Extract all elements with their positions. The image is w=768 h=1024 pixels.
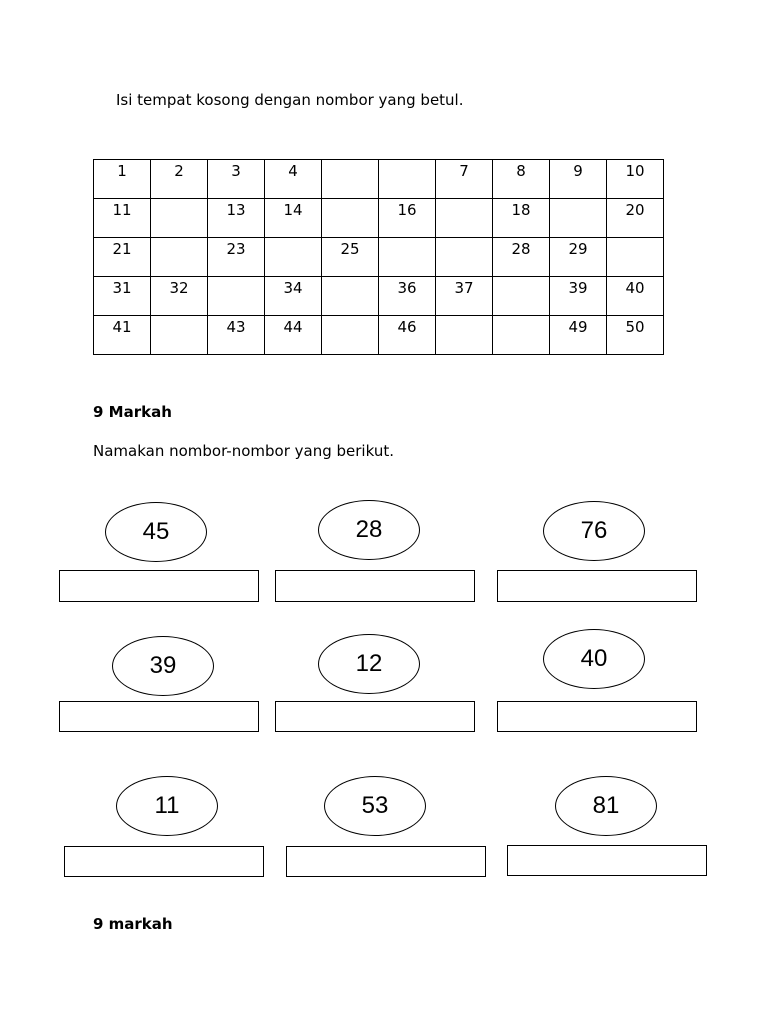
- grid-cell: 20: [607, 199, 664, 238]
- grid-cell: 2: [151, 160, 208, 199]
- marks-label-2: 9 markah: [93, 915, 173, 933]
- answer-box-4[interactable]: [59, 701, 259, 732]
- grid-cell: 10: [607, 160, 664, 199]
- grid-cell: 13: [208, 199, 265, 238]
- grid-cell-blank[interactable]: [379, 160, 436, 199]
- grid-row: [94, 238, 664, 277]
- grid-cell: 25: [322, 238, 379, 277]
- grid-cell: 32: [151, 277, 208, 316]
- grid-cell: 50: [607, 316, 664, 355]
- grid-row: [94, 316, 664, 355]
- marks-label-1: 9 Markah: [93, 403, 172, 421]
- number-oval-7: 11: [116, 776, 218, 836]
- answer-box-7[interactable]: [64, 846, 264, 877]
- instruction-name-numbers: Namakan nombor-nombor yang berikut.: [93, 442, 394, 460]
- number-oval-6: 40: [543, 629, 645, 689]
- grid-cell: 29: [550, 238, 607, 277]
- answer-box-1[interactable]: [59, 570, 259, 602]
- answer-box-5[interactable]: [275, 701, 475, 732]
- grid-row: [94, 160, 664, 199]
- grid-cell: 1: [94, 160, 151, 199]
- grid-cell: 8: [493, 160, 550, 199]
- number-oval-4: 39: [112, 636, 214, 696]
- grid-cell-blank[interactable]: [379, 238, 436, 277]
- grid-cell-blank[interactable]: [322, 160, 379, 199]
- grid-cell-blank[interactable]: [436, 316, 493, 355]
- grid-row: [94, 277, 664, 316]
- grid-cell: 31: [94, 277, 151, 316]
- grid-cell-blank[interactable]: [550, 199, 607, 238]
- answer-box-8[interactable]: [286, 846, 486, 877]
- answer-box-6[interactable]: [497, 701, 697, 732]
- instruction-fill-blanks: Isi tempat kosong dengan nombor yang betul.: [116, 91, 464, 109]
- grid-cell: 21: [94, 238, 151, 277]
- grid-cell: 11: [94, 199, 151, 238]
- grid-cell-blank[interactable]: [151, 316, 208, 355]
- grid-cell: 49: [550, 316, 607, 355]
- number-oval-1: 45: [105, 502, 207, 562]
- grid-cell: 36: [379, 277, 436, 316]
- grid-cell-blank[interactable]: [493, 316, 550, 355]
- grid-cell-blank[interactable]: [436, 199, 493, 238]
- grid-cell-blank[interactable]: [322, 199, 379, 238]
- number-oval-2: 28: [318, 500, 420, 560]
- number-grid: [93, 159, 664, 355]
- grid-cell: 9: [550, 160, 607, 199]
- grid-cell-blank[interactable]: [322, 277, 379, 316]
- answer-box-2[interactable]: [275, 570, 475, 602]
- grid-cell: 7: [436, 160, 493, 199]
- grid-cell-blank[interactable]: [436, 238, 493, 277]
- number-oval-8: 53: [324, 776, 426, 836]
- grid-cell: 3: [208, 160, 265, 199]
- grid-cell: 40: [607, 277, 664, 316]
- grid-cell: 4: [265, 160, 322, 199]
- grid-cell-blank[interactable]: [151, 199, 208, 238]
- grid-cell-blank[interactable]: [493, 277, 550, 316]
- answer-box-9[interactable]: [507, 845, 707, 876]
- grid-cell: 41: [94, 316, 151, 355]
- number-oval-9: 81: [555, 776, 657, 836]
- grid-cell: 23: [208, 238, 265, 277]
- grid-cell: 28: [493, 238, 550, 277]
- grid-cell: 44: [265, 316, 322, 355]
- grid-cell: 34: [265, 277, 322, 316]
- grid-cell: 46: [379, 316, 436, 355]
- number-oval-3: 76: [543, 501, 645, 561]
- grid-cell-blank[interactable]: [265, 238, 322, 277]
- answer-box-3[interactable]: [497, 570, 697, 602]
- grid-row: [94, 199, 664, 238]
- number-oval-5: 12: [318, 634, 420, 694]
- grid-cell: 16: [379, 199, 436, 238]
- grid-cell-blank[interactable]: [322, 316, 379, 355]
- grid-cell: 43: [208, 316, 265, 355]
- grid-cell-blank[interactable]: [208, 277, 265, 316]
- grid-cell: 37: [436, 277, 493, 316]
- grid-cell-blank[interactable]: [607, 238, 664, 277]
- grid-cell: 39: [550, 277, 607, 316]
- grid-cell-blank[interactable]: [151, 238, 208, 277]
- grid-cell: 18: [493, 199, 550, 238]
- grid-cell: 14: [265, 199, 322, 238]
